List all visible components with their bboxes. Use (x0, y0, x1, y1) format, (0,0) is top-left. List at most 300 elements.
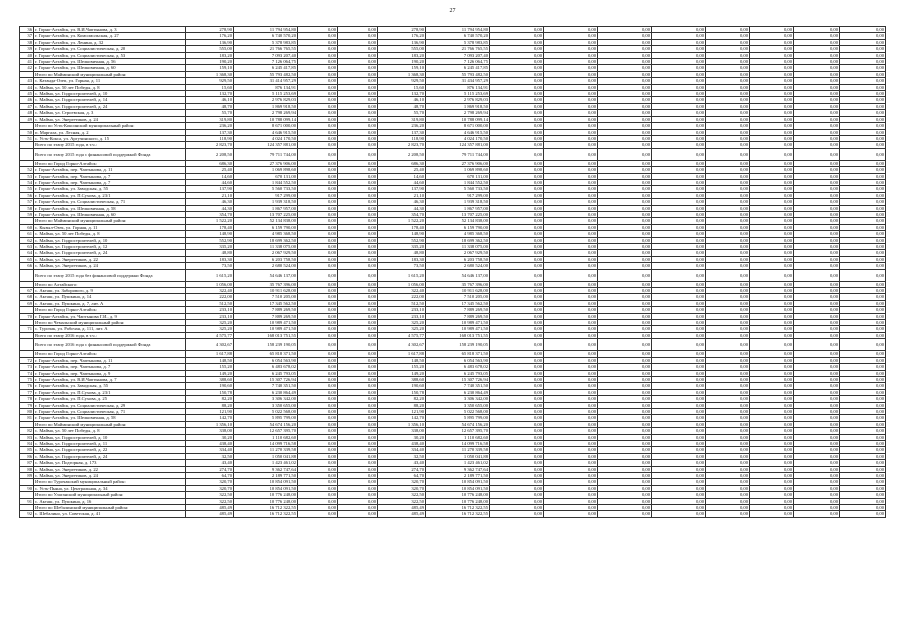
value-cell: 236,20 (378, 123, 426, 129)
value-cell: 0,00 (544, 199, 598, 205)
value-cell: 0,00 (598, 364, 652, 370)
value-cell: 0,00 (840, 65, 886, 71)
value-cell: 148,90 (186, 231, 234, 237)
value-cell: 0,00 (750, 218, 794, 224)
value-cell: 0,00 (544, 129, 598, 135)
value-cell: 190,20 (186, 59, 234, 65)
address-cell: Всего по этапу 2015 года с финансовой поддержкой Фонда (34, 148, 186, 160)
row-number (20, 269, 34, 281)
value-cell: 0,00 (750, 453, 794, 459)
value-cell: 0,00 (750, 428, 794, 434)
value-cell: 0,00 (794, 148, 840, 160)
value-cell: 0,00 (706, 224, 750, 230)
value-cell: 27 376 906,00 (426, 160, 490, 166)
value-cell: 0,00 (598, 307, 652, 313)
value-cell: 320,70 (186, 479, 234, 485)
value-cell: 0,00 (338, 326, 378, 332)
value-cell: 0,00 (490, 339, 544, 351)
value-cell: 0,00 (338, 498, 378, 504)
value-cell: 0,00 (706, 326, 750, 332)
value-cell: 335,20 (378, 244, 426, 250)
value-cell: 10 854 091,50 (426, 485, 490, 491)
value-cell: 88,20 (186, 402, 234, 408)
value-cell: 0,00 (794, 199, 840, 205)
address-cell: Всего по этапу 2015 года без финансовой поддержки Фонда (34, 269, 186, 281)
value-cell: 0,00 (544, 313, 598, 319)
value-cell: 0,00 (298, 466, 338, 472)
value-cell: 0,00 (338, 492, 378, 498)
address-cell: с. Майма, ул. 50 лет Победы, д. 8 (34, 84, 186, 90)
value-cell: 0,00 (652, 402, 706, 408)
value-cell: 0,00 (490, 485, 544, 491)
value-cell: 325,20 (186, 326, 234, 332)
value-cell: 0,00 (706, 39, 750, 45)
value-cell: 0,00 (338, 511, 378, 517)
value-cell: 0,00 (298, 281, 338, 287)
address-cell: Итого по Алтайского: (34, 281, 186, 287)
value-cell: 0,00 (298, 244, 338, 250)
value-cell: 0,00 (544, 326, 598, 332)
value-cell: 0,00 (794, 288, 840, 294)
value-cell: 5 115 253,69 (426, 91, 490, 97)
value-cell: 155,20 (186, 364, 234, 370)
value-cell: 0,00 (840, 460, 886, 466)
address-cell: с. Майма, ул. Гидростроителей, д. 22 (34, 447, 186, 453)
value-cell: 3 306 342,00 (234, 396, 298, 402)
row-number: 42 (20, 65, 34, 71)
value-cell: 183,20 (186, 52, 234, 58)
value-cell: 0,00 (750, 160, 794, 166)
value-cell: 0,00 (490, 39, 544, 45)
value-cell: 1 615,20 (378, 269, 426, 281)
value-cell: 0,00 (794, 389, 840, 395)
value-cell: 1 069 898,60 (234, 167, 298, 173)
value-cell: 0,00 (840, 167, 886, 173)
value-cell: 0,00 (750, 173, 794, 179)
value-cell: 0,00 (706, 91, 750, 97)
value-cell: 10 776 248,00 (426, 492, 490, 498)
table-body (20, 27, 886, 518)
value-cell: 176,20 (186, 33, 234, 39)
value-cell: 0,00 (544, 389, 598, 395)
value-cell: 0,00 (652, 167, 706, 173)
value-cell: 0,00 (338, 192, 378, 198)
value-cell: 137,30 (186, 129, 234, 135)
value-cell: 0,00 (338, 421, 378, 427)
value-cell: 0,00 (794, 244, 840, 250)
value-cell: 0,00 (840, 511, 886, 517)
value-cell: 12 657 395,70 (234, 428, 298, 434)
value-cell: 0,00 (794, 256, 840, 262)
row-number: 38 (20, 39, 34, 45)
value-cell: 65 818 371,50 (234, 351, 298, 357)
value-cell: 0,00 (750, 415, 794, 421)
value-cell: 1 617,88 (378, 351, 426, 357)
value-cell: 0,00 (598, 59, 652, 65)
value-cell: 0,00 (338, 39, 378, 45)
value-cell: 0,00 (840, 313, 886, 319)
value-cell: 0,00 (598, 160, 652, 166)
value-cell: 0,00 (750, 473, 794, 479)
value-cell: 320,70 (378, 485, 426, 491)
value-cell: 6 483 678,02 (234, 364, 298, 370)
value-cell: 0,00 (338, 103, 378, 109)
value-cell: 7 510 205,00 (234, 294, 298, 300)
value-cell: 0,00 (338, 440, 378, 446)
value-cell: 0,00 (750, 421, 794, 427)
value-cell: 233,10 (378, 307, 426, 313)
value-cell: 0,00 (840, 440, 886, 446)
value-cell: 0,00 (598, 332, 652, 338)
value-cell: 0,00 (544, 376, 598, 382)
value-cell: 11 270 339,58 (426, 447, 490, 453)
value-cell: 0,00 (794, 466, 840, 472)
value-cell: 10 788 099,14 (426, 116, 490, 122)
value-cell: 21,10 (186, 192, 234, 198)
value-cell: 0,00 (794, 46, 840, 52)
row-number: 48 (20, 110, 34, 116)
value-cell: 0,00 (338, 173, 378, 179)
value-cell: 0,00 (298, 97, 338, 103)
value-cell: 0,00 (544, 91, 598, 97)
value-cell: 0,00 (338, 332, 378, 338)
value-cell: 2 798 269,94 (426, 110, 490, 116)
value-cell: 0,00 (598, 173, 652, 179)
value-cell: 0,00 (544, 218, 598, 224)
value-cell: 0,00 (750, 351, 794, 357)
value-cell: 0,00 (706, 402, 750, 408)
value-cell: 16 712 322,55 (426, 505, 490, 511)
value-cell: 1 368,30 (378, 71, 426, 77)
value-cell: 0,00 (598, 415, 652, 421)
value-cell: 159,10 (186, 65, 234, 71)
value-cell: 0,00 (840, 307, 886, 313)
value-cell: 322,50 (378, 492, 426, 498)
value-cell: 0,00 (298, 383, 338, 389)
value-cell: 0,00 (652, 288, 706, 294)
value-cell: 0,00 (840, 39, 886, 45)
value-cell: 0,00 (840, 129, 886, 135)
value-cell: 2 189 771,50 (234, 473, 298, 479)
value-cell: 0,00 (750, 434, 794, 440)
value-cell: 0,00 (338, 59, 378, 65)
value-cell: 2 798 269,94 (234, 110, 298, 116)
address-cell: с. Майма, ул. Гидростроителей, д. 10 (34, 237, 186, 243)
row-number: 63 (20, 244, 34, 250)
value-cell: 0,00 (652, 440, 706, 446)
value-cell: 0,00 (706, 357, 750, 363)
value-cell: 0,00 (794, 129, 840, 135)
value-cell: 4 024 170,50 (426, 135, 490, 141)
address-cell: с. Кызыл-Озек, ул. Горная, д. 11 (34, 224, 186, 230)
value-cell: 278,90 (186, 27, 234, 33)
value-cell: 0,00 (706, 460, 750, 466)
value-cell: 0,00 (652, 313, 706, 319)
value-cell: 0,00 (750, 116, 794, 122)
value-cell: 0,00 (598, 453, 652, 459)
value-cell: 0,00 (338, 453, 378, 459)
value-cell: 0,00 (490, 97, 544, 103)
value-cell: 0,00 (598, 351, 652, 357)
value-cell: 0,00 (840, 402, 886, 408)
value-cell: 0,00 (840, 52, 886, 58)
value-cell: 0,00 (750, 326, 794, 332)
address-cell: г. Горно-Алтайск, ул. Социалистическая, д. 29 (34, 402, 186, 408)
value-cell: 0,00 (598, 357, 652, 363)
value-cell: 168 013 751,55 (426, 332, 490, 338)
value-cell: 0,00 (298, 110, 338, 116)
value-cell: 0,00 (298, 300, 338, 306)
address-cell: с. Майма, ул. 50 лет Победы, д. 8 (34, 428, 186, 434)
row-number: 90 (20, 485, 34, 491)
value-cell: 0,00 (544, 415, 598, 421)
value-cell: 0,00 (298, 376, 338, 382)
value-cell: 917 299,00 (426, 192, 490, 198)
value-cell: 3 306 342,00 (426, 396, 490, 402)
value-cell: 0,00 (544, 244, 598, 250)
value-cell: 0,00 (298, 205, 338, 211)
row-number: 69 (20, 300, 34, 306)
value-cell: 0,00 (490, 402, 544, 408)
value-cell: 0,00 (490, 65, 544, 71)
value-cell: 0,00 (298, 294, 338, 300)
value-cell: 0,00 (794, 402, 840, 408)
value-cell: 0,00 (840, 428, 886, 434)
value-cell: 0,00 (490, 46, 544, 52)
value-cell: 0,00 (298, 116, 338, 122)
value-cell: 0,00 (652, 179, 706, 185)
value-cell: 0,00 (706, 167, 750, 173)
value-cell: 0,00 (750, 313, 794, 319)
value-cell: 0,00 (298, 389, 338, 395)
row-number (20, 339, 34, 351)
value-cell: 929,50 (186, 78, 234, 84)
address-cell: г. Горно-Алтайск, ул. П.Сухова, д. 25 (34, 396, 186, 402)
value-cell: 0,00 (298, 199, 338, 205)
value-cell: 0,00 (544, 383, 598, 389)
address-cell: г. Горно-Алтайск, ул. Заводская, д. 55 (34, 383, 186, 389)
value-cell: 44,30 (186, 205, 234, 211)
row-number: 83 (20, 434, 34, 440)
value-cell: 0,00 (544, 167, 598, 173)
value-cell: 0,00 (298, 148, 338, 160)
value-cell: 0,00 (794, 97, 840, 103)
value-cell: 0,00 (794, 294, 840, 300)
value-cell: 0,00 (652, 59, 706, 65)
row-number: 87 (20, 460, 34, 466)
address-cell: г. Горно-Алтайск, ул. П.Сухова, д. 23/1 (34, 389, 186, 395)
value-cell: 0,00 (598, 71, 652, 77)
value-cell: 0,00 (750, 192, 794, 198)
value-cell: 0,00 (298, 46, 338, 52)
value-cell: 0,00 (652, 97, 706, 103)
value-cell: 0,00 (598, 505, 652, 511)
value-cell: 334,40 (378, 447, 426, 453)
value-cell: 325,20 (186, 320, 234, 326)
row-number: 89 (20, 473, 34, 479)
value-cell: 0,00 (750, 505, 794, 511)
value-cell: 0,00 (706, 244, 750, 250)
address-cell: г. Горно-Алтайск, ул. Социалистическая, д. 20 (34, 46, 186, 52)
row-number: 78 (20, 396, 34, 402)
value-cell: 0,00 (598, 281, 652, 287)
value-cell: 438,40 (378, 440, 426, 446)
value-cell: 1 056,00 (186, 281, 234, 287)
value-cell: 0,00 (544, 440, 598, 446)
value-cell: 176,20 (378, 33, 426, 39)
value-cell: 54 646 137,00 (426, 269, 490, 281)
address-cell: с. Катанда-Озеп, ул. Горная, д. 11 (34, 78, 186, 84)
value-cell: 10 854 091,50 (234, 479, 298, 485)
value-cell: 0,00 (598, 192, 652, 198)
page-number: 27 (449, 8, 456, 14)
value-cell: 11 270 339,58 (234, 447, 298, 453)
value-cell: 0,00 (652, 211, 706, 217)
value-cell: 0,00 (840, 231, 886, 237)
value-cell: 0,00 (840, 453, 886, 459)
value-cell: 0,00 (652, 376, 706, 382)
value-cell: 0,00 (840, 142, 886, 148)
value-cell: 0,00 (298, 498, 338, 504)
value-cell: 1 867 957,00 (234, 205, 298, 211)
value-cell: 0,00 (750, 65, 794, 71)
value-cell: 44,60 (378, 179, 426, 185)
value-cell: 0,00 (652, 460, 706, 466)
row-number: 73 (20, 364, 34, 370)
value-cell: 1 356,10 (378, 421, 426, 427)
value-cell: 16 712 322,55 (234, 505, 298, 511)
value-cell: 0,00 (840, 376, 886, 382)
value-cell: 0,00 (706, 511, 750, 517)
value-cell: 0,00 (706, 389, 750, 395)
value-cell: 6 203 758,50 (234, 256, 298, 262)
value-cell: 222,00 (186, 294, 234, 300)
value-cell: 0,00 (706, 307, 750, 313)
value-cell: 0,00 (490, 211, 544, 217)
value-cell: 0,00 (652, 447, 706, 453)
value-cell: 0,00 (298, 173, 338, 179)
value-cell: 0,00 (706, 440, 750, 446)
value-cell: 0,00 (750, 447, 794, 453)
value-cell: 0,00 (652, 505, 706, 511)
value-cell: 0,00 (544, 460, 598, 466)
value-cell: 0,00 (706, 250, 750, 256)
value-cell: 0,00 (338, 211, 378, 217)
value-cell: 178,40 (186, 224, 234, 230)
value-cell: 0,00 (544, 33, 598, 39)
address-cell: Итого по Шебалинский муниципальный район: (34, 505, 186, 511)
value-cell: 5 560 733,50 (234, 186, 298, 192)
value-cell: 1 522,20 (186, 218, 234, 224)
value-cell: 2 680 524,00 (234, 263, 298, 269)
value-cell: 0,00 (750, 376, 794, 382)
value-cell: 21,10 (378, 192, 426, 198)
value-cell: 25,40 (378, 167, 426, 173)
value-cell: 0,00 (338, 434, 378, 440)
value-cell: 0,00 (298, 123, 338, 129)
value-cell: 0,00 (750, 84, 794, 90)
value-cell: 0,00 (652, 326, 706, 332)
value-cell: 0,00 (706, 218, 750, 224)
value-cell: 0,00 (840, 250, 886, 256)
value-cell: 0,00 (598, 205, 652, 211)
value-cell: 0,00 (544, 339, 598, 351)
value-cell: 0,00 (706, 376, 750, 382)
value-cell: 0,00 (338, 97, 378, 103)
address-cell: Итого по Турочакский муниципальный район: (34, 479, 186, 485)
value-cell: 0,00 (544, 294, 598, 300)
value-cell: 0,00 (544, 370, 598, 376)
row-number: 41 (20, 59, 34, 65)
value-cell: 0,00 (840, 256, 886, 262)
value-cell: 0,00 (840, 84, 886, 90)
value-cell: 21 766 765,55 (426, 46, 490, 52)
value-cell: 0,00 (652, 91, 706, 97)
value-cell: 0,00 (544, 46, 598, 52)
value-cell: 0,00 (298, 211, 338, 217)
row-number: 50 (20, 129, 34, 135)
value-cell: 0,00 (490, 351, 544, 357)
value-cell: 0,00 (794, 434, 840, 440)
value-cell: 0,00 (706, 71, 750, 77)
value-cell: 5 895 799,00 (234, 415, 298, 421)
value-cell: 0,00 (706, 320, 750, 326)
value-cell: 1 069 898,60 (426, 167, 490, 173)
value-cell: 0,00 (840, 492, 886, 498)
value-cell: 178,40 (378, 224, 426, 230)
value-cell: 0,00 (750, 224, 794, 230)
value-cell: 0,00 (794, 447, 840, 453)
value-cell: 0,00 (652, 364, 706, 370)
value-cell: 118,90 (186, 135, 234, 141)
value-cell: 0,00 (840, 351, 886, 357)
address-cell: г. Горно-Алтайск, ул. Социалистическая, д. 71 (34, 199, 186, 205)
value-cell: 0,00 (840, 211, 886, 217)
value-cell: 0,00 (750, 78, 794, 84)
value-cell: 0,00 (298, 460, 338, 466)
value-cell: 32,50 (186, 453, 234, 459)
value-cell: 0,00 (750, 27, 794, 33)
value-cell: 0,00 (794, 307, 840, 313)
value-cell: 0,00 (298, 269, 338, 281)
value-cell: 0,00 (840, 434, 886, 440)
value-cell: 11 338 075,00 (234, 244, 298, 250)
value-cell: 0,00 (794, 415, 840, 421)
value-cell: 0,00 (490, 167, 544, 173)
value-cell: 0,00 (490, 300, 544, 306)
value-cell: 0,00 (598, 103, 652, 109)
value-cell: 0,00 (338, 33, 378, 39)
value-cell: 0,00 (490, 307, 544, 313)
value-cell: 0,00 (598, 492, 652, 498)
value-cell: 0,00 (750, 244, 794, 250)
value-cell: 0,00 (652, 466, 706, 472)
value-cell: 0,00 (840, 205, 886, 211)
value-cell: 46,30 (378, 199, 426, 205)
value-cell: 0,00 (840, 91, 886, 97)
value-cell: 0,00 (598, 511, 652, 517)
address-cell: с. Акташ, ул. Пушкина, д. 14 (34, 294, 186, 300)
value-cell: 222,00 (378, 294, 426, 300)
value-cell: 6 054 563,90 (234, 357, 298, 363)
value-cell: 10 854 091,50 (234, 485, 298, 491)
value-cell: 10 989 471,50 (234, 320, 298, 326)
value-cell: 46,30 (186, 199, 234, 205)
row-number: 58 (20, 205, 34, 211)
value-cell: 0,00 (794, 237, 840, 243)
value-cell: 0,00 (794, 351, 840, 357)
value-cell: 0,00 (338, 370, 378, 376)
